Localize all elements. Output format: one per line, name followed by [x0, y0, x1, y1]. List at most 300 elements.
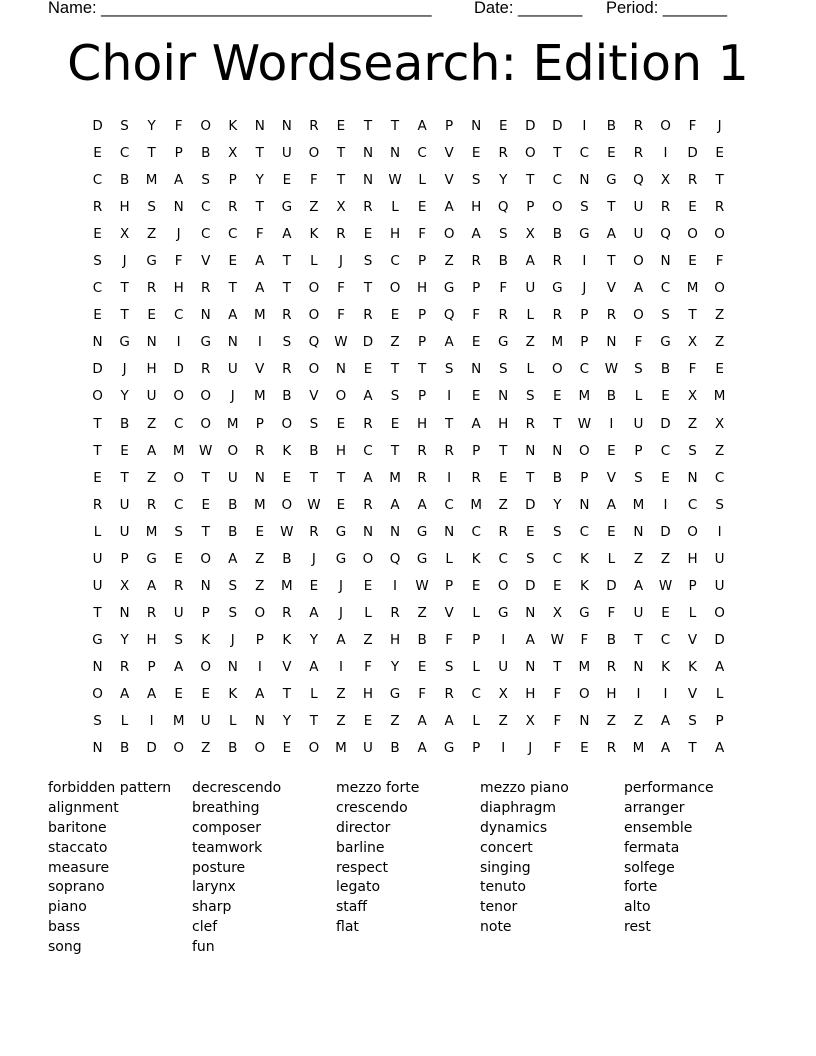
word-list-item: flat	[336, 919, 359, 936]
grid-letter: A	[228, 550, 238, 567]
word-list-item: alto	[624, 899, 651, 916]
grid-letter: S	[309, 415, 319, 432]
grid-letter: E	[390, 307, 400, 324]
grid-letter: R	[417, 442, 427, 459]
grid-letter: T	[390, 118, 400, 134]
grid-letter: C	[660, 631, 671, 648]
grid-letter: R	[471, 469, 481, 486]
grid-letter: O	[687, 523, 698, 540]
grid-letter: E	[715, 145, 724, 162]
grid-letter: Z	[146, 226, 157, 243]
word-list-item: song	[48, 939, 82, 956]
grid-letter: R	[660, 199, 671, 216]
grid-letter: A	[309, 658, 319, 675]
grid-letter: T	[445, 415, 454, 432]
grid-letter: Y	[553, 496, 562, 513]
word-list-item: composer	[192, 819, 262, 836]
grid-letter: H	[119, 199, 130, 216]
grid-letter: O	[281, 496, 293, 513]
grid-letter: I	[582, 118, 587, 134]
word-list-item: tenor	[480, 899, 518, 916]
grid-letter: U	[146, 388, 157, 405]
grid-letter: R	[282, 307, 292, 324]
grid-letter: L	[310, 253, 318, 270]
grid-letter: E	[580, 740, 589, 757]
word-list-item: piano	[48, 899, 87, 916]
grid-letter: O	[173, 388, 184, 405]
grid-letter: E	[309, 577, 319, 594]
grid-letter: G	[146, 550, 157, 567]
grid-letter: M	[172, 442, 185, 459]
grid-letter: U	[119, 496, 130, 513]
grid-letter: E	[363, 577, 373, 594]
grid-letter: A	[444, 199, 454, 216]
grid-letter: S	[553, 523, 562, 540]
grid-letter: T	[255, 145, 264, 162]
grid-letter: D	[687, 145, 698, 162]
grid-letter: T	[526, 172, 535, 189]
grid-letter: I	[257, 334, 262, 351]
grid-letter: C	[200, 226, 211, 243]
grid-letter: L	[228, 713, 237, 730]
grid-letter: F	[337, 307, 345, 324]
grid-letter: E	[255, 523, 265, 540]
word-list-column	[336, 779, 476, 938]
grid-letter: B	[498, 253, 508, 270]
grid-letter: R	[92, 496, 103, 513]
word-list-item: legato	[336, 879, 381, 896]
grid-letter: S	[688, 713, 697, 730]
grid-letter: E	[417, 658, 427, 675]
grid-letter: Q	[633, 172, 644, 189]
grid-letter: L	[472, 604, 480, 621]
grid-letter: F	[364, 658, 372, 675]
grid-letter: S	[363, 253, 373, 270]
grid-letter: R	[309, 118, 319, 134]
grid-letter: U	[92, 577, 103, 594]
grid-letter: M	[632, 496, 645, 513]
grid-letter: E	[93, 226, 102, 243]
word-list-item: posture	[192, 859, 246, 876]
grid-letter: L	[93, 523, 102, 540]
grid-letter: E	[363, 361, 373, 378]
grid-letter: G	[200, 334, 211, 351]
grid-letter: F	[553, 685, 562, 702]
grid-letter: P	[147, 658, 156, 675]
grid-letter: P	[418, 253, 427, 270]
grid-letter: E	[93, 307, 102, 324]
grid-letter: X	[525, 713, 535, 730]
grid-letter: H	[498, 415, 509, 432]
grid-letter: G	[552, 280, 563, 297]
grid-letter: G	[92, 631, 103, 648]
word-list-item: dynamics	[480, 819, 548, 836]
grid-letter: O	[308, 280, 320, 297]
grid-letter: Z	[417, 604, 427, 621]
grid-letter: T	[553, 145, 562, 162]
grid-letter: M	[713, 388, 726, 405]
grid-letter: H	[417, 415, 428, 432]
grid-letter: Z	[255, 550, 265, 567]
grid-letter: K	[282, 442, 292, 459]
word-list-item: respect	[336, 859, 389, 876]
grid-letter: T	[553, 658, 562, 675]
grid-letter: C	[471, 523, 481, 540]
grid-letter: B	[552, 226, 562, 243]
grid-letter: L	[445, 550, 453, 567]
grid-letter: R	[498, 307, 508, 324]
grid-letter: H	[335, 442, 347, 459]
grid-letter: S	[634, 469, 643, 486]
grid-letter: B	[390, 740, 400, 757]
grid-letter: G	[335, 523, 347, 540]
grid-letter: A	[390, 496, 400, 513]
grid-letter: R	[444, 442, 454, 459]
grid-letter: F	[337, 280, 345, 297]
grid-letter: A	[363, 469, 373, 486]
grid-letter: X	[687, 388, 698, 405]
grid-letter: P	[418, 334, 427, 351]
grid-letter: D	[173, 361, 184, 378]
grid-letter: R	[633, 145, 644, 162]
grid-letter: X	[714, 415, 725, 432]
word-list-item: fermata	[624, 839, 680, 856]
grid-letter: F	[715, 253, 724, 270]
grid-letter: O	[308, 307, 320, 324]
letter-grid	[84, 113, 733, 762]
worksheet-header	[0, 0, 816, 22]
grid-letter: T	[282, 280, 291, 297]
word-list-item: forte	[624, 879, 658, 896]
grid-letter: P	[445, 118, 454, 134]
grid-letter: Y	[120, 631, 129, 648]
grid-letter: U	[119, 523, 130, 540]
grid-letter: N	[92, 334, 103, 351]
grid-letter: E	[174, 685, 183, 702]
grid-letter: Q	[660, 226, 671, 243]
grid-letter: U	[200, 713, 211, 730]
grid-letter: I	[609, 415, 614, 432]
grid-letter: H	[146, 361, 157, 378]
grid-letter: N	[389, 523, 401, 540]
grid-letter: S	[634, 361, 643, 378]
grid-letter: W	[199, 442, 213, 459]
grid-letter: B	[228, 523, 238, 540]
grid-letter: V	[606, 469, 617, 486]
grid-letter: E	[498, 118, 508, 134]
grid-letter: V	[687, 685, 698, 702]
grid-letter: S	[228, 577, 238, 594]
grid-letter: F	[418, 226, 426, 243]
grid-letter: L	[120, 713, 129, 730]
grid-letter: Z	[498, 713, 508, 730]
grid-letter: D	[92, 361, 103, 378]
grid-letter: J	[717, 118, 722, 134]
word-list-item: breathing	[192, 799, 260, 816]
grid-letter: Z	[498, 496, 508, 513]
grid-letter: I	[176, 334, 181, 351]
word-list-item: larynx	[192, 879, 236, 896]
grid-letter: Z	[336, 713, 346, 730]
grid-letter: O	[443, 226, 455, 243]
grid-letter: P	[580, 334, 589, 351]
grid-letter: E	[201, 496, 210, 513]
grid-letter: M	[253, 307, 266, 324]
grid-letter: R	[417, 469, 427, 486]
grid-letter: T	[390, 442, 400, 459]
grid-letter: R	[444, 685, 454, 702]
grid-letter: E	[390, 415, 400, 432]
grid-letter: P	[418, 307, 427, 324]
grid-letter: O	[200, 388, 212, 405]
grid-letter: R	[363, 199, 373, 216]
grid-letter: A	[471, 415, 481, 432]
grid-letter: K	[228, 118, 238, 134]
name-field-label: Name: ____________________________________	[48, 0, 432, 17]
grid-letter: K	[309, 226, 319, 243]
word-list	[48, 779, 808, 959]
grid-letter: O	[552, 199, 563, 216]
grid-letter: Z	[714, 334, 725, 351]
grid-letter: R	[633, 118, 644, 134]
grid-letter: A	[255, 685, 265, 702]
grid-letter: P	[472, 442, 481, 459]
word-list-item: barline	[336, 839, 385, 856]
grid-letter: E	[498, 469, 508, 486]
grid-letter: C	[173, 496, 184, 513]
grid-letter: J	[338, 577, 343, 594]
grid-letter: E	[715, 361, 724, 378]
grid-letter: T	[390, 361, 400, 378]
grid-letter: R	[525, 415, 535, 432]
grid-letter: Q	[497, 199, 509, 216]
grid-letter: N	[444, 523, 455, 540]
page-title: Choir Wordsearch: Edition 1	[67, 35, 749, 92]
word-list-item: teamwork	[192, 839, 263, 856]
grid-letter: U	[92, 550, 103, 567]
word-list-item: mezzo piano	[480, 780, 569, 796]
grid-letter: C	[579, 145, 590, 162]
grid-letter: L	[715, 685, 724, 702]
grid-letter: P	[255, 415, 264, 432]
word-list-item: clef	[192, 919, 218, 936]
grid-letter: P	[418, 388, 427, 405]
grid-letter: A	[255, 253, 265, 270]
grid-letter: Z	[390, 334, 400, 351]
word-list-item: baritone	[48, 819, 107, 836]
grid-letter: N	[579, 496, 590, 513]
grid-letter: O	[173, 469, 184, 486]
grid-letter: T	[526, 469, 535, 486]
grid-letter: H	[389, 631, 401, 648]
grid-letter: E	[607, 145, 616, 162]
grid-letter: O	[687, 226, 698, 243]
grid-letter: U	[498, 658, 509, 675]
grid-letter: T	[93, 415, 102, 432]
grid-letter: Y	[147, 118, 156, 134]
grid-letter: E	[336, 118, 346, 134]
grid-letter: K	[471, 550, 481, 567]
grid-letter: R	[146, 604, 157, 621]
grid-letter: N	[200, 577, 211, 594]
date-field-label: Date: _______	[474, 0, 583, 17]
word-list-item: singing	[480, 859, 531, 876]
grid-letter: S	[498, 361, 508, 378]
grid-letter: V	[282, 658, 292, 675]
grid-letter: N	[579, 172, 590, 189]
grid-letter: A	[444, 334, 454, 351]
grid-letter: B	[309, 442, 319, 459]
grid-letter: S	[688, 442, 697, 459]
grid-letter: O	[200, 415, 212, 432]
grid-letter: R	[282, 361, 292, 378]
grid-letter: T	[201, 469, 210, 486]
grid-letter: A	[146, 685, 157, 702]
grid-letter: J	[176, 226, 181, 243]
grid-letter: Y	[309, 631, 319, 648]
grid-letter: R	[687, 172, 698, 189]
grid-letter: I	[501, 631, 506, 648]
grid-letter: I	[717, 523, 722, 540]
grid-letter: T	[715, 172, 724, 189]
grid-letter: N	[227, 334, 238, 351]
grid-letter: B	[228, 740, 238, 757]
grid-letter: O	[200, 658, 212, 675]
grid-letter: I	[149, 713, 154, 730]
grid-letter: A	[417, 496, 427, 513]
word-list-item: staccato	[48, 839, 108, 856]
grid-letter: O	[254, 740, 266, 757]
grid-letter: E	[120, 442, 129, 459]
word-list-item: sharp	[192, 899, 232, 916]
grid-letter: U	[714, 577, 725, 594]
grid-letter: O	[362, 550, 374, 567]
grid-letter: T	[417, 361, 427, 378]
word-list-item: forbidden pattern	[48, 780, 172, 796]
grid-letter: M	[470, 496, 482, 513]
grid-letter: T	[228, 280, 237, 297]
grid-letter: S	[525, 550, 535, 567]
grid-letter: T	[282, 253, 291, 270]
grid-letter: N	[200, 307, 211, 324]
grid-letter: P	[634, 442, 643, 459]
grid-letter: W	[577, 415, 592, 432]
word-list-item: staff	[336, 899, 368, 916]
grid-letter: G	[416, 550, 428, 567]
grid-letter: W	[658, 577, 673, 594]
grid-letter: B	[606, 388, 617, 405]
word-list-item: measure	[48, 859, 110, 876]
grid-letter: P	[580, 469, 589, 486]
grid-letter: O	[714, 604, 725, 621]
grid-letter: X	[660, 172, 671, 189]
grid-letter: X	[119, 226, 130, 243]
grid-letter: V	[444, 604, 454, 621]
period-field-label: Period: _______	[606, 0, 728, 17]
grid-letter: N	[633, 523, 644, 540]
grid-letter: I	[393, 577, 398, 594]
grid-letter: P	[688, 577, 697, 594]
grid-letter: X	[498, 685, 508, 702]
grid-letter: T	[553, 415, 562, 432]
grid-letter: I	[447, 469, 452, 486]
grid-letter: E	[282, 740, 292, 757]
grid-letter: K	[201, 631, 211, 648]
grid-letter: Z	[390, 713, 400, 730]
grid-letter: I	[663, 496, 668, 513]
grid-letter: S	[174, 631, 183, 648]
grid-letter: T	[93, 442, 102, 459]
grid-letter: P	[526, 199, 535, 216]
grid-letter: C	[390, 253, 400, 270]
word-list-item: director	[336, 819, 391, 836]
word-list-column	[624, 779, 764, 938]
grid-letter: J	[311, 550, 316, 567]
grid-letter: H	[362, 685, 374, 702]
grid-letter: Z	[444, 253, 454, 270]
grid-letter: C	[714, 469, 725, 486]
grid-letter: H	[173, 280, 184, 297]
grid-letter: E	[93, 145, 102, 162]
grid-letter: B	[282, 388, 292, 405]
grid-letter: F	[418, 685, 426, 702]
grid-letter: J	[122, 253, 127, 270]
grid-letter: S	[661, 307, 670, 324]
grid-letter: C	[498, 550, 508, 567]
grid-letter: J	[230, 631, 235, 648]
grid-letter: Z	[146, 469, 157, 486]
grid-letter: Z	[714, 442, 725, 459]
grid-letter: V	[444, 145, 454, 162]
grid-letter: B	[282, 550, 292, 567]
grid-letter: X	[119, 577, 130, 594]
grid-letter: J	[338, 253, 343, 270]
grid-letter: N	[335, 361, 346, 378]
grid-letter: H	[606, 685, 617, 702]
grid-letter: N	[633, 658, 644, 675]
grid-letter: Y	[255, 172, 264, 189]
grid-letter: G	[606, 172, 617, 189]
grid-letter: T	[607, 199, 616, 216]
grid-letter: K	[688, 658, 697, 675]
grid-letter: U	[525, 280, 536, 297]
grid-letter: Q	[389, 550, 401, 567]
grid-letter: U	[227, 469, 238, 486]
grid-letter: N	[173, 199, 184, 216]
grid-letter: M	[578, 388, 591, 405]
grid-letter: R	[606, 658, 617, 675]
grid-letter: L	[364, 604, 372, 621]
grid-letter: N	[281, 118, 292, 134]
grid-letter: E	[661, 604, 670, 621]
grid-letter: F	[499, 280, 508, 297]
grid-letter: L	[418, 172, 426, 189]
grid-letter: F	[174, 253, 183, 270]
grid-letter: O	[389, 280, 401, 297]
grid-letter: A	[282, 226, 292, 243]
grid-letter: R	[390, 604, 400, 621]
grid-letter: A	[363, 388, 373, 405]
grid-letter: E	[688, 199, 697, 216]
grid-letter: T	[147, 145, 156, 162]
grid-letter: O	[633, 253, 644, 270]
grid-letter: S	[498, 226, 508, 243]
grid-letter: N	[227, 658, 238, 675]
grid-letter: F	[634, 334, 643, 351]
grid-letter: C	[660, 280, 671, 297]
grid-letter: F	[553, 713, 562, 730]
grid-letter: V	[687, 631, 698, 648]
